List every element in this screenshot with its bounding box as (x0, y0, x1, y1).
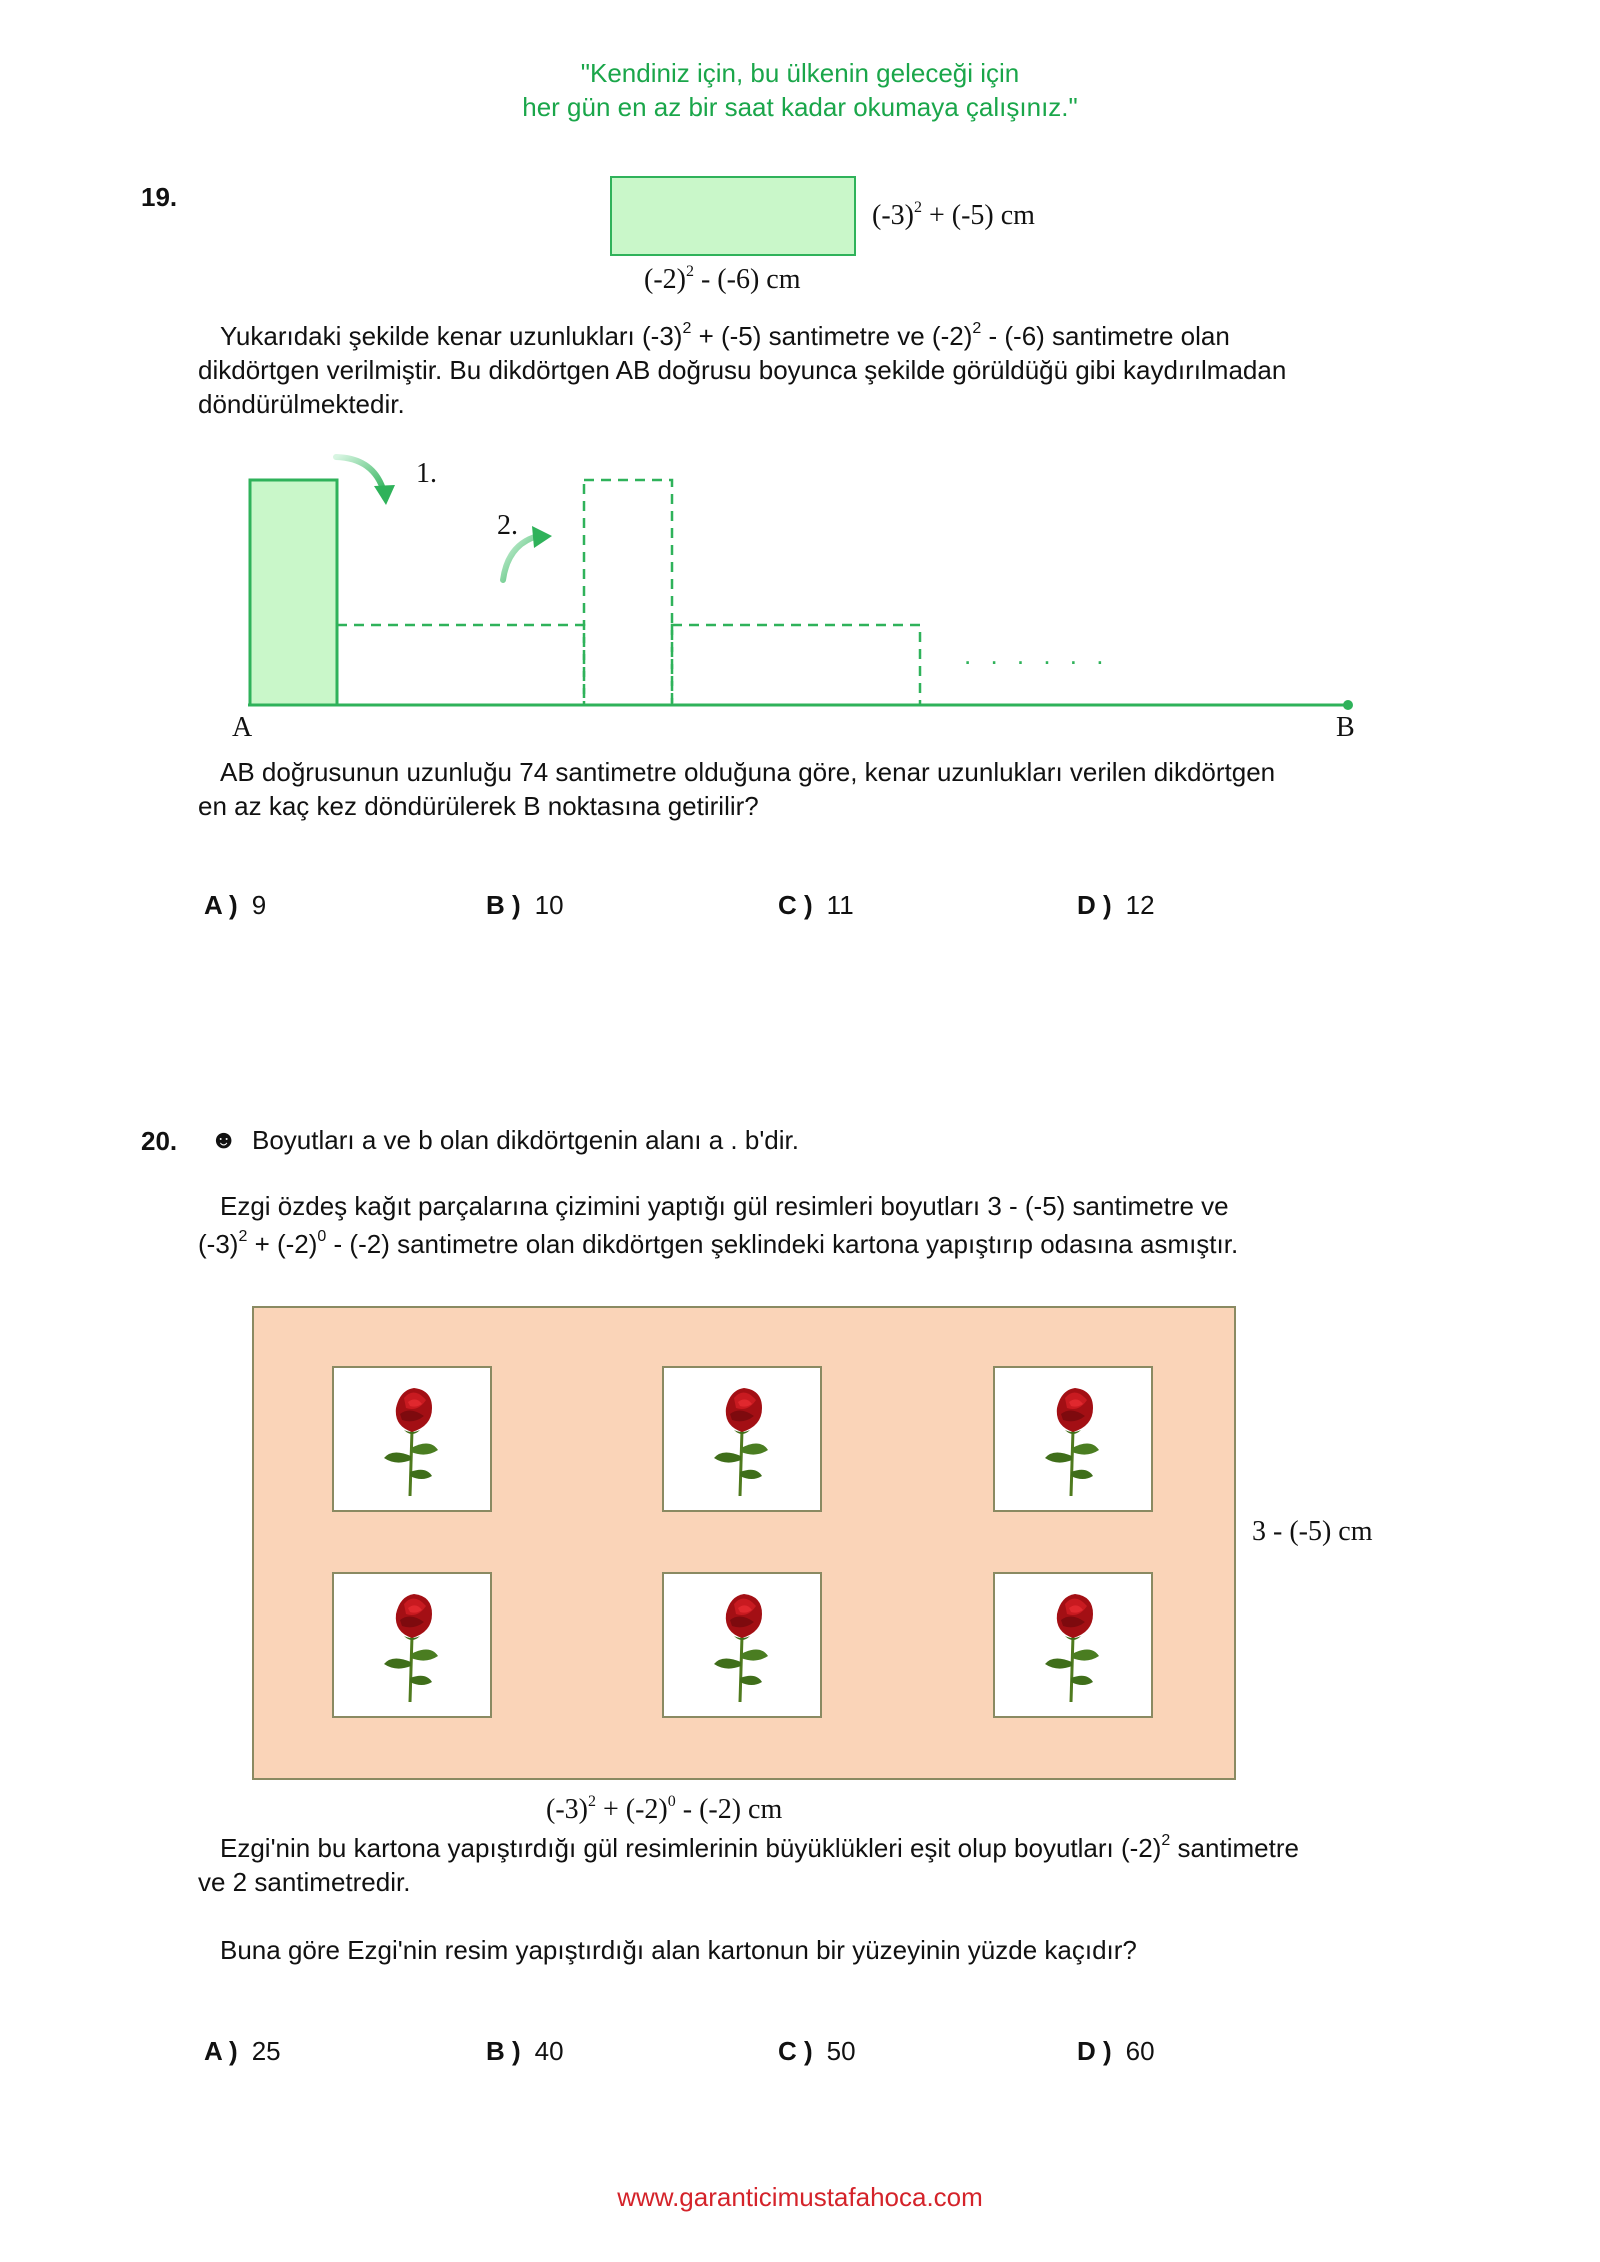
q20-text2-line-2: ve 2 santimetredir. (198, 1867, 411, 1897)
q20-option-d[interactable]: D ) 60 (1077, 2036, 1155, 2066)
rectangle-position-2 (584, 480, 672, 705)
q19-text-line-2: dikdörtgen verilmiştir. Bu dikdörtgen AB doğrusu boyunca şekilde görüldüğü gibi kaydırılmadan (198, 355, 1287, 385)
smiley-bullet-icon: ☻ (210, 1124, 238, 1154)
q20-fact: Boyutları a ve b olan dikdörtgenin alanı a . b'dir. (252, 1125, 799, 1155)
q19-option-c[interactable]: C ) 11 (778, 890, 854, 920)
step-2-label: 2. (497, 510, 518, 541)
q19-rotation-diagram (0, 430, 1600, 760)
q20-text-line-1: Ezgi özdeş kağıt parçalarına çizimini yaptığı gül resimleri boyutları 3 - (-5) santimetre ve (220, 1191, 1229, 1221)
q19-option-d[interactable]: D ) 12 (1077, 890, 1155, 920)
question-20-number: 20. (141, 1126, 178, 1156)
q19-question-line-2: en az kaç kez döndürülerek B noktasına getirilir? (198, 791, 759, 821)
rose-icon (334, 1368, 490, 1510)
q20-text2-line-1: Ezgi'nin bu kartona yapıştırdığı gül resimlerinin büyüklükleri eşit olup boyutları $(-2)^2$ santimetre (220, 1832, 1299, 1863)
rose-picture (993, 1366, 1153, 1512)
rotation-arrow-1-icon (336, 457, 395, 505)
q19-rect-height-label: $(-3)^2 + (-5)$ cm (872, 198, 1035, 231)
rose-picture (332, 1366, 492, 1512)
q19-option-a[interactable]: A ) 9 (204, 890, 267, 920)
rose-icon (664, 1574, 820, 1716)
point-a-label: A (232, 712, 253, 743)
rose-picture (662, 1572, 822, 1718)
q19-option-b[interactable]: B ) 10 (486, 890, 564, 920)
question-19-number: 19. (141, 182, 178, 212)
q20-text-line-2: $(-3)^2 + (-2)^0 - (-2)$ santimetre olan dikdörtgen şeklindeki kartona yapıştırıp odasına asmıştır. (198, 1228, 1239, 1259)
rose-icon (664, 1368, 820, 1510)
rose-icon (995, 1574, 1151, 1716)
continuation-dots: . . . . . . (964, 640, 1110, 670)
motto-line-1: "Kendiniz için, bu ülkenin geleceği için (580, 58, 1020, 88)
q19-text-line-1: Yukarıdaki şekilde kenar uzunlukları $(-3)^2 + (-5)$ santimetre ve $(-2)^2 - (-6)$ santimetre olan (220, 320, 1230, 351)
board-width-label: $(-3)^2 + (-2)^0 - (-2)$ cm (546, 1792, 783, 1825)
q20-question: Buna göre Ezgi'nin resim yapıştırdığı alan kartonun bir yüzeyinin yüzde kaçıdır? (220, 1935, 1137, 1965)
q20-option-a[interactable]: A ) 25 (204, 2036, 281, 2066)
motto-line-2: her gün en az bir saat kadar okumaya çalışınız." (522, 92, 1078, 122)
rectangle-position-1 (337, 625, 584, 705)
rose-picture (993, 1572, 1153, 1718)
rose-icon (995, 1368, 1151, 1510)
rose-picture (662, 1366, 822, 1512)
q19-question-line-1: AB doğrusunun uzunluğu 74 santimetre olduğuna göre, kenar uzunlukları verilen dikdörtgen (220, 757, 1276, 787)
rectangle-position-3 (672, 625, 920, 705)
rectangle-initial-position (250, 480, 337, 705)
step-1-label: 1. (416, 458, 437, 489)
q20-option-b[interactable]: B ) 40 (486, 2036, 564, 2066)
q19-text-line-3: döndürülmektedir. (198, 389, 405, 419)
rose-picture (332, 1572, 492, 1718)
q20-option-c[interactable]: C ) 50 (778, 2036, 856, 2066)
q19-rectangle (610, 176, 856, 256)
board-height-label: 3 - (-5) cm (1252, 1516, 1373, 1547)
q19-rect-width-label: $(-2)^2 - (-6)$ cm (644, 262, 801, 295)
point-b-label: B (1336, 712, 1355, 743)
footer-url[interactable]: www.garanticimustafahoca.com (617, 2182, 983, 2212)
rose-icon (334, 1574, 490, 1716)
